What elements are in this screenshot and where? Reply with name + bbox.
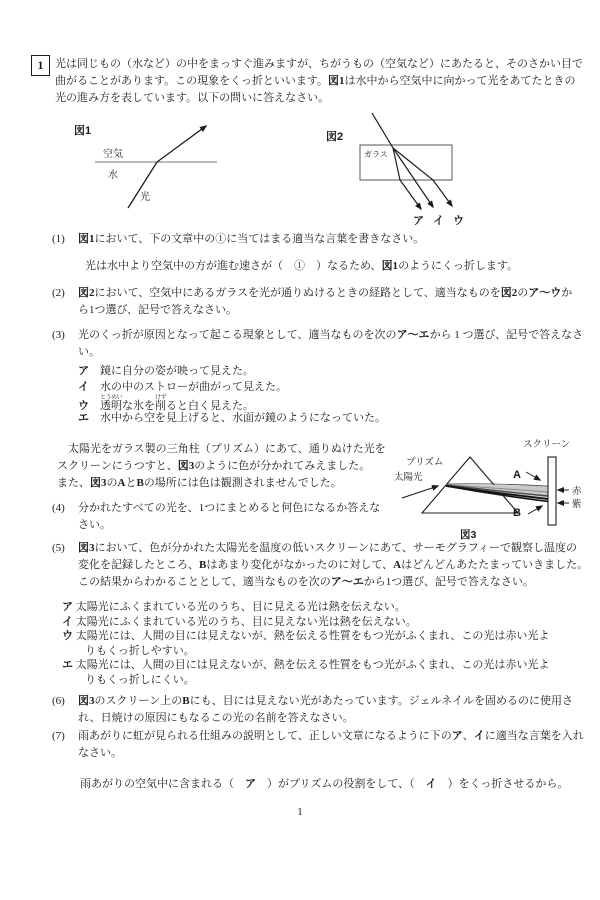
glass-label: ガラス <box>364 150 388 159</box>
screen-panel <box>548 457 556 525</box>
refracted-ray <box>157 126 206 162</box>
question-3-number: (3) <box>52 329 65 341</box>
question-3-line <box>52 327 583 344</box>
figure-1-diagram <box>60 112 310 224</box>
intro-line: 光の進み方を表しています。以下の問いに答えなさい。 <box>55 92 330 104</box>
point-a-label: A <box>513 469 521 481</box>
option-a: ア 太陽光にふくまれている光のうち、目に見える光は熱を伝えない。 <box>62 601 406 613</box>
figure-2 <box>322 104 507 230</box>
question-5-text: 図3において、色が分かれた太陽光を温度の低いスクリーンにあて、サーモグラフィーで観察し温度の <box>78 542 577 554</box>
question-6-line: れ、日焼けの原因にもなるこの光の名前を答えなさい。 <box>78 712 354 724</box>
prism-passage <box>57 441 386 492</box>
prism-label: プリズム <box>406 457 444 468</box>
point-b-label: B <box>513 507 521 519</box>
question-2-text: 図2において、空気中にあるガラスを光が通りぬけるときの経路として、適当なものを図2のア～ウか <box>78 287 573 299</box>
question-7-text: 雨あがりに虹が見られる仕組みの説明として、正しい文章になるように下のア、イに適当な言葉を入れ <box>78 730 584 742</box>
intro-line: 光は同じもの（水など）の中をまっすぐ進みますが、ちがうもの（空気など）にあたると、そのさかい目で <box>55 58 583 70</box>
incident-ray <box>372 113 393 148</box>
question-1-number: (1) <box>52 233 65 245</box>
figure-3 <box>388 432 593 544</box>
question-5-line: この結果からわかることとして、適当なものを次のア～エから1つ選び、記号で答えなさい。 <box>78 576 534 588</box>
question-1-fill-sentence: 光は水中より空気中の方が進む速さが（ ① ）なるため、図1のようにくっ折します。 <box>85 260 518 272</box>
option-e: エ 水中から空を見上げると、水面が鏡のようになっていた。 <box>78 411 386 424</box>
question-5 <box>52 540 588 591</box>
question-6-text: 図3のスクリーン上のBにも、目には見えない光があたっています。ジェルネイルを固めるのに使用さ <box>78 695 573 707</box>
question-4 <box>52 500 380 534</box>
question-2-line <box>52 285 572 302</box>
question-5-line: 変化を記録したところ、Bはあまり変化がなかったのに対して、Aはどんどんあたたまっていきました。 <box>78 559 589 571</box>
question-3 <box>52 327 583 361</box>
choice-a-label: ア <box>413 215 424 227</box>
question-6-number: (6) <box>52 695 65 707</box>
question-5-number: (5) <box>52 542 65 554</box>
option-i: イ 太陽光にふくまれている光のうち、目に見えない光は熱を伝えない。 <box>62 615 417 628</box>
air-label: 空気 <box>103 149 123 160</box>
figure-1 <box>60 112 310 224</box>
passage-line: スクリーンにうつすと、図3のように色が分かれてみえました。 <box>57 460 371 472</box>
point-b-arrow <box>528 506 542 514</box>
screen-label: スクリーン <box>523 439 571 450</box>
question-2-line: ら1つ選び、記号で答えなさい。 <box>78 304 238 316</box>
sunlight-label: 太陽光 <box>394 472 423 483</box>
sunlight-ray <box>402 486 438 498</box>
option-a: ア 鏡に自分の姿が映って見えた。 <box>78 365 254 377</box>
question-3-line: い。 <box>78 346 100 358</box>
question-3-text: 光のくっ折が原因となって起こる現象として、適当なものを次のア～エから 1 つ選び、記号で答えなさ <box>78 329 584 341</box>
intro-line: 曲がることがあります。この現象をくっ折といいます。図1は水中から空気中に向かって光をあてたときの <box>55 75 576 87</box>
question-5-line <box>52 540 588 557</box>
question-5-options <box>62 600 549 688</box>
option-e-continued: りもくっ折しにくい。 <box>85 673 195 686</box>
figure-3-diagram <box>388 432 593 544</box>
question-7-fill-sentence: 雨あがりの空気中に含まれる（ ア ）がプリズムの役割をして、（ イ ）をくっ折させるから。 <box>80 778 569 790</box>
choice-i-label: イ <box>433 215 444 227</box>
option-u: ウ 太陽光には、人間の目には見えないが、熱を伝える性質をもつ光がふくまれ、この光は赤い光よ <box>62 630 550 643</box>
option-u: ウ 透明とうめいな氷を削けずると白く見えた。 <box>78 395 255 412</box>
light-label: 光 <box>140 192 150 203</box>
passage-line: また、図3のAとBの場所には色は観測されませんでした。 <box>57 477 342 489</box>
problem-number-box <box>31 55 50 76</box>
ray-path-u <box>393 148 452 206</box>
question-7-number: (7) <box>52 730 65 742</box>
question-4-number: (4) <box>52 502 65 514</box>
intro-paragraph <box>55 56 583 107</box>
water-label: 水 <box>108 170 118 181</box>
figure-2-diagram <box>322 104 507 230</box>
question-6 <box>52 693 573 727</box>
question-4-line <box>52 500 380 517</box>
page-number: 1 <box>297 806 303 818</box>
figure-3-caption: 図3 <box>460 529 477 541</box>
option-u-continued: りもくっ折しやすい。 <box>85 644 195 657</box>
ray-path-a <box>393 148 421 209</box>
question-1-line <box>52 231 424 248</box>
question-4-line: さい。 <box>78 519 111 531</box>
point-a-arrow <box>526 472 540 480</box>
choice-u-label: ウ <box>453 215 464 227</box>
question-2 <box>52 285 572 319</box>
question-1-text: 図1において、下の文章中の①に当てはまる適当な言葉を書きなさい。 <box>78 233 425 245</box>
option-e: エ 太陽光には、人間の目には見えないが、熱を伝える性質をもつ光がふくまれ、この光は赤い光よ <box>62 659 550 672</box>
option-i: イ 水の中のストローが曲がって見えた。 <box>78 380 287 393</box>
question-3-options <box>78 364 386 426</box>
problem-number: 1 <box>37 58 44 72</box>
question-1 <box>52 231 424 248</box>
red-label: 赤 <box>572 486 582 497</box>
question-7-line <box>52 728 584 745</box>
figure-2-label: 図2 <box>326 131 344 143</box>
question-6-line <box>52 693 573 710</box>
violet-label: 紫 <box>572 499 582 510</box>
question-7 <box>52 728 584 762</box>
figure-1-label: 図1 <box>74 125 92 137</box>
question-4-text: 分かれたすべての光を、1つにまとめると何色になるか答えな <box>78 502 381 514</box>
question-2-number: (2) <box>52 287 65 299</box>
question-7-line: なさい。 <box>78 747 122 759</box>
passage-line: 太陽光をガラス製の三角柱（プリズム）にあて、通りぬけた光を <box>57 443 386 455</box>
